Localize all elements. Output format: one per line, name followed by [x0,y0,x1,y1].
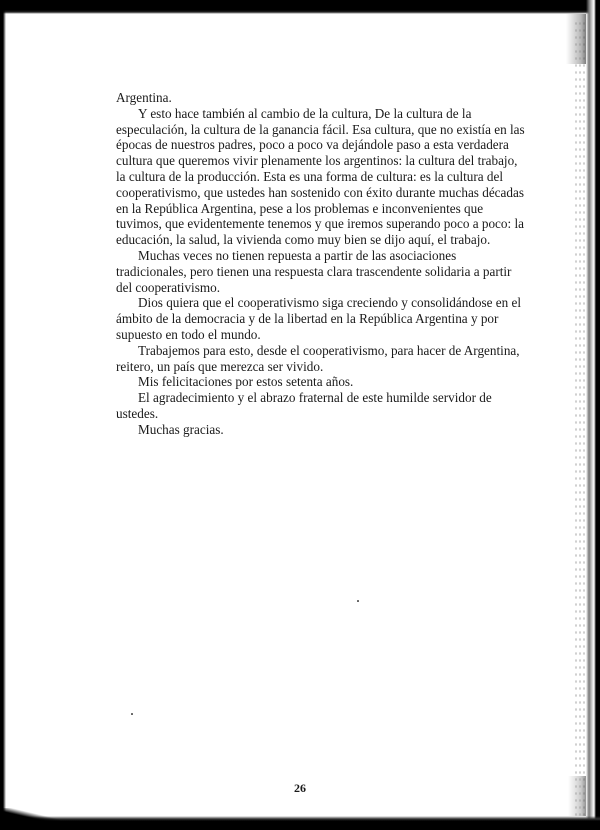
paragraph: Argentina. [116,90,172,105]
paragraph: El agradecimiento y el abrazo fraternal de este humilde servidor de ustedes. [116,390,492,421]
paragraph: Dios quiera que el cooperativismo siga creciendo y consolidándose en el ámbito de la democracia y de la libertad en la República Argentina y por supuesto en todo el mundo. [116,295,522,342]
paragraph: Y esto hace también al cambio de la cultura, De la cultura de la especulación, la cultura de la ganancia fácil. Esa cultura, que no existía en las épocas de nuestros padres, poco a poco va dejándole paso a esta verdadera cultura que queremos vivir plenamente los argentinos: la cultura del trabajo, la cultura de la producción. Esta es una forma de cultura: es la cultura del cooperativismo, que ustedes han sostenido con éxito durante muchas décadas en la República Argentina, pese a los problemas e inconvenientes que tuvimos, que evidentemente tenemos y que iremos superando poco a poco: la educación, la salud, la vivienda como muy bien se dijo aquí, el trabajo. [116,105,525,248]
paragraph: Mis felicitaciones por estos setenta años. [138,374,354,390]
scan-noise [574,20,586,820]
scan-edge-top [0,0,600,14]
scan-edge-left [0,0,6,830]
page-number: 26 [294,781,306,795]
scan-edge-bottom-left [0,808,60,822]
paragraph: Muchas gracias. [138,421,224,437]
scan-speck [131,713,133,715]
scan-edge-right [586,0,600,830]
paragraph: Muchas veces no tienen repuesta a partir de las asociaciones tradicionales, pero tienen una respuesta clara trascendente solidaria a partir del cooperativismo. [116,247,512,295]
scan-edge-bottom [0,816,600,830]
paragraph: Trabajemos para esto, desde el cooperativismo, para hacer de Argentina, reitero, un país que merezca ser vivido. [116,342,520,374]
scan-speck [357,600,359,602]
page-curl-top-right [566,14,586,64]
body-text [116,90,526,438]
